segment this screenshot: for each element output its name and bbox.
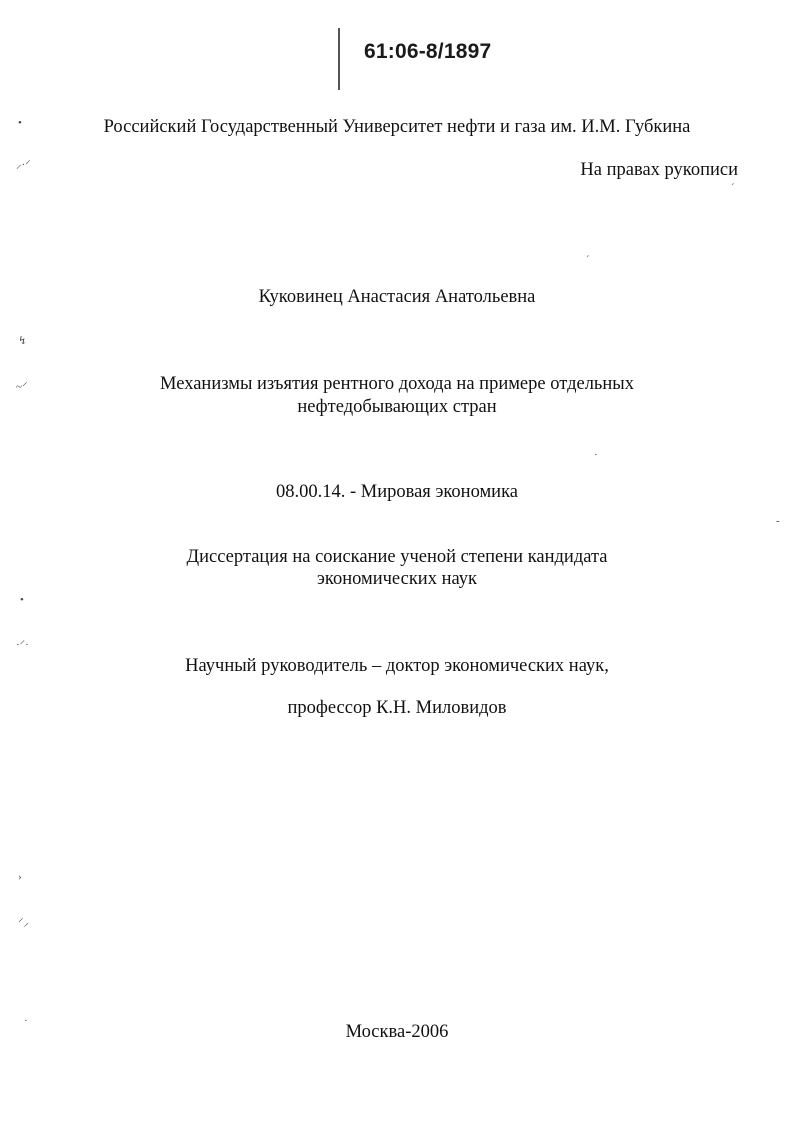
scan-speck: ~⸍ [16,381,28,393]
scan-speck: ´ [586,254,590,266]
scan-speck: · [594,449,598,461]
scan-speck: - [776,515,780,527]
scan-speck: ⸝·⸍ [16,159,31,171]
degree-line-2: экономических наук [316,569,477,589]
supervisor-line-1: Научный руководитель – доктор экономических наук, [185,656,609,676]
scan-speck: › [18,871,22,883]
degree-line-1: Диссертация на соискание ученой степени кандидата [186,547,608,567]
margin-line [338,28,340,90]
scan-speck: • [20,594,24,606]
scan-speck: ·⸍· [16,639,29,651]
scan-speck: · [24,1015,28,1027]
scan-speck: • [18,117,22,129]
university-name: Российский Государственный Университет нефти и газа им. И.М. Губкина [103,117,691,137]
place-and-year: Москва-2006 [345,1022,449,1042]
author-name: Куковинец Анастасия Анатольевна [258,287,536,307]
scan-speck: ´ [731,182,735,194]
rights-notice: На правах рукописи [580,160,738,180]
supervisor-line-2: профессор К.Н. Миловидов [287,698,507,718]
archive-stamp: 61:06-8/1897 [364,40,492,63]
title-line-2: нефтедобывающих стран [297,397,497,417]
specialty: 08.00.14. - Мировая экономика [275,482,519,502]
title-line-1: Механизмы изъятия рентного дохода на примере отдельных [160,374,634,394]
scan-speck: ⸍⸝ [18,917,29,929]
scan-speck: ↯ [18,335,28,347]
